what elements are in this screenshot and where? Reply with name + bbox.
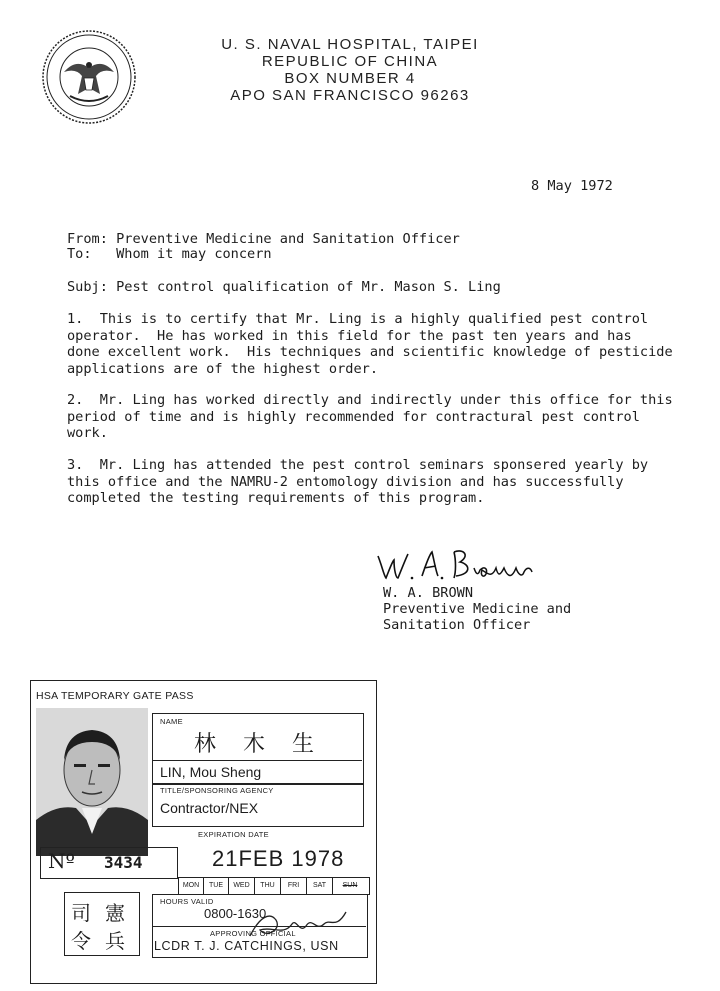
day-fri: FRI bbox=[281, 878, 307, 894]
approving-value: LCDR T. J. CATCHINGS, USN bbox=[154, 939, 339, 953]
from-line: From: Preventive Medicine and Sanitation Officer bbox=[67, 231, 460, 247]
signer-name: W. A. BROWN bbox=[383, 585, 474, 601]
day-wed: WED bbox=[229, 878, 255, 894]
handwritten-signature bbox=[372, 544, 548, 588]
day-mon: MON bbox=[179, 878, 204, 894]
agency-label: TITLE/SPONSORING AGENCY bbox=[160, 786, 274, 795]
gate-pass-title: HSA TEMPORARY GATE PASS bbox=[36, 690, 194, 702]
paragraph-1: 1. This is to certify that Mr. Ling is a highly qualified pest control operator. He has worked in this field for the past ten years and has done excellent work. His techniques and scientific knowledge of pesticide applications are of the highest order. bbox=[67, 311, 673, 377]
letterhead-line3: BOX NUMBER 4 bbox=[284, 70, 416, 87]
expiration-label: EXPIRATION DATE bbox=[198, 830, 269, 839]
to-line: To: Whom it may concern bbox=[67, 246, 272, 262]
id-photo bbox=[36, 708, 148, 856]
name-chinese: 林 木 生 bbox=[194, 732, 324, 757]
pass-number-value: 3434 bbox=[104, 853, 143, 872]
official-stamp: 司 憲 令 兵 bbox=[64, 892, 140, 956]
navy-seal bbox=[40, 28, 138, 126]
name-value: LIN, Mou Sheng bbox=[160, 764, 262, 780]
expiration-value: 21FEB 1978 bbox=[212, 846, 345, 871]
letter-date: 8 May 1972 bbox=[531, 178, 613, 194]
day-sun: SUN bbox=[342, 882, 358, 889]
letterhead-line4: APO SAN FRANCISCO 96263 bbox=[230, 87, 470, 104]
paragraph-2: 2. Mr. Ling has worked directly and indirectly under this office for this period of time and is highly recommended for contractural pest control work. bbox=[67, 392, 673, 441]
day-tue: TUE bbox=[204, 878, 229, 894]
hours-value: 0800-1630 bbox=[204, 906, 267, 921]
approver-signature bbox=[246, 906, 356, 948]
agency-value: Contractor/NEX bbox=[160, 800, 259, 816]
name-label: NAME bbox=[160, 717, 183, 726]
subject-line: Subj: Pest control qualification of Mr. Mason S. Ling bbox=[67, 279, 501, 295]
signer-title-line1: Preventive Medicine and bbox=[383, 601, 572, 617]
valid-days-row bbox=[178, 877, 370, 895]
day-sat: SAT bbox=[307, 878, 333, 894]
hours-label: HOURS VALID bbox=[160, 897, 214, 906]
paragraph-3: 3. Mr. Ling has attended the pest control seminars sponsered yearly by this office and the NAMRU-2 entomology division and has successfully completed the testing requirements of this program. bbox=[67, 457, 649, 506]
pass-number-prefix: Nº bbox=[48, 849, 75, 873]
letterhead-line2: REPUBLIC OF CHINA bbox=[261, 53, 439, 70]
day-thu: THU bbox=[255, 878, 281, 894]
signer-title-line2: Sanitation Officer bbox=[383, 617, 531, 633]
letterhead-line1: U. S. NAVAL HOSPITAL, TAIPEI bbox=[221, 36, 479, 53]
approving-label: APPROVING OFFICIAL bbox=[210, 929, 296, 938]
